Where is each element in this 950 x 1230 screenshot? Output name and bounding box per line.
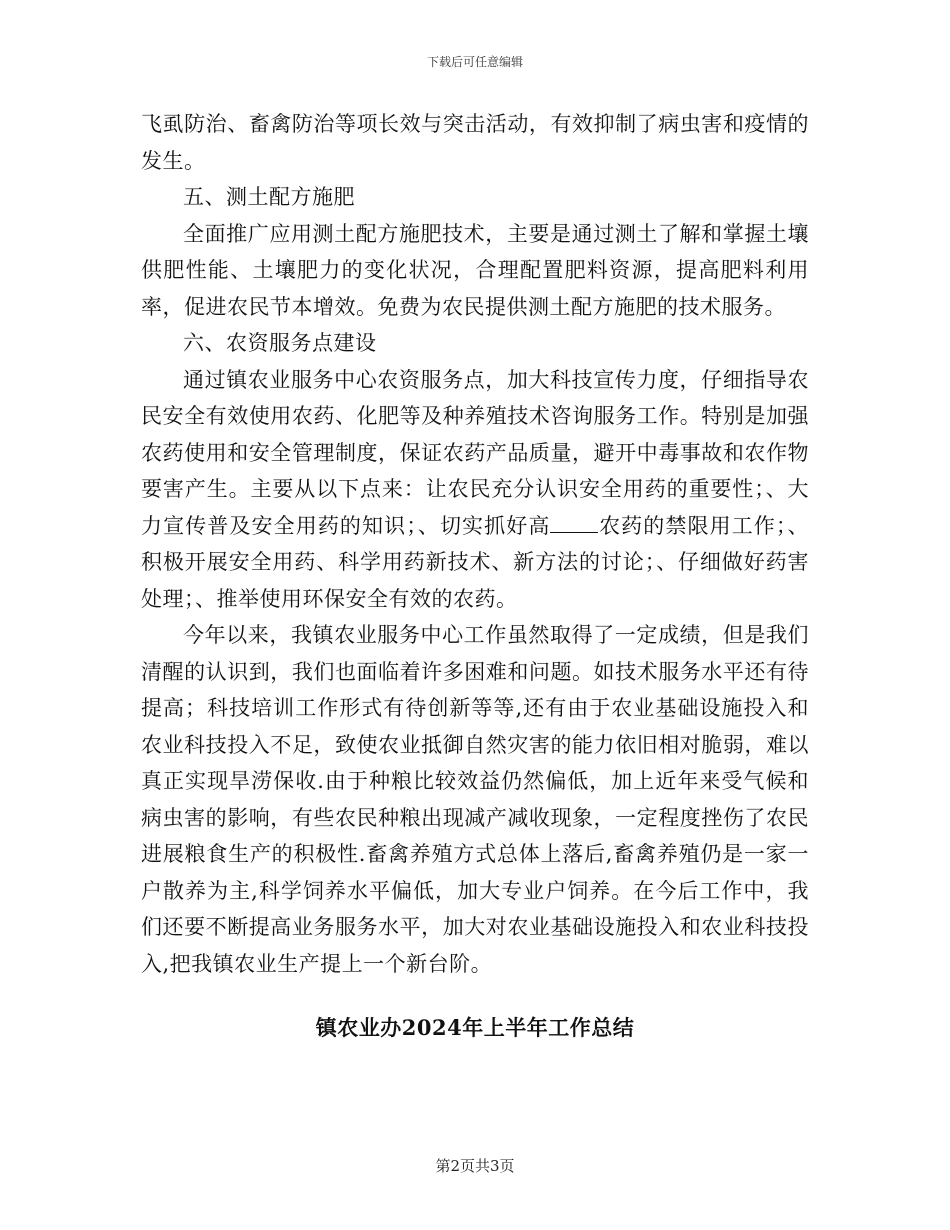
paragraph-1: 飞虱防治、畜禽防治等项长效与突击活动，有效抑制了病虫害和疫情的发生。 — [141, 112, 809, 173]
fill-in-blank — [550, 514, 598, 533]
paragraph-4: 今年以来，我镇农业服务中心工作虽然取得了一定成绩，但是我们清醒的认识到，我们也面临着许多困难和问题。如技术服务水平还有待提高；科技培训工作形式有待创新等等,还有由于农业基础设施投入和农业科技投入不足，致使农业抵御自然灾害的能力依旧相对脆弱，难以真正实现旱涝保收.由于种粮比较效益仍然偏低，加上近年来受气候和病虫害的影响，有些农民种粮出现减产减收现象，一定程度挫伤了农民进展粮食生产的积极性.畜禽养殖方式总体上落后,畜禽养殖仍是一家一户散养为主,科学饲养水平偏低，加大专业户饲养。在今后工作中，我们还要不断提高业务服务水平，加大对农业基础设施投入和农业科技投入,把我镇农业生产提上一个新台阶。 — [141, 623, 809, 976]
paragraph-3-part-b: 农药的禁限用工作；、积极开展安全用药、科学用药新技术、新方法的讨论；、仔细做好药害处理；、推举使用环保安全有效的农药。 — [141, 513, 810, 611]
paragraph-3 — [141, 362, 809, 618]
paragraph-3-part-a: 通过镇农业服务中心农资服务点，加大科技宣传力度，仔细指导农民安全有效使用农药、化肥等及种养殖技术咨询服务工作。特别是加强农药使用和安全管理制度，保证农药产品质量，避开中毒事故和农作物要害产生。主要从以下点来：让农民充分认识安全用药的重要性；、大力宣传普及安全用药的知识；、切实抓好高 — [141, 367, 809, 538]
page-number: 第2页共3页 — [435, 1157, 515, 1175]
paragraph-2: 全面推广应用测土配方施肥技术，主要是通过测土了解和掌握土壤供肥性能、土壤肥力的变化状况，合理配置肥料资源，提高肥料利用率，促进农民节本增效。免费为农民提供测土配方施肥的技术服务。 — [141, 221, 809, 319]
document-body — [141, 106, 809, 982]
document-title: 镇农业办2024年上半年工作总结 — [315, 1015, 635, 1040]
section-heading-5: 五、测土配方施肥 — [183, 185, 355, 209]
section-heading-6: 六、农资服务点建设 — [183, 331, 377, 355]
page-header-note: 下载后可任意编辑 — [426, 55, 523, 69]
